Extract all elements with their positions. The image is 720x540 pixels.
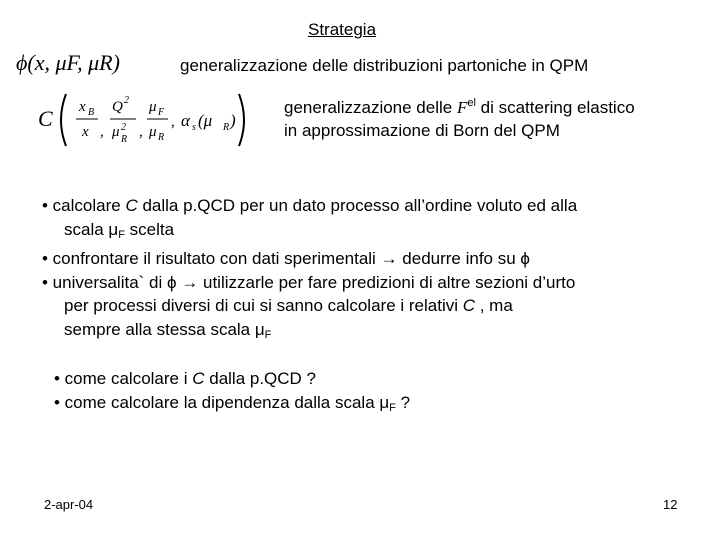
question-list	[54, 367, 410, 420]
mu-r2-symbol: μ	[112, 124, 120, 140]
footer-date: 2-apr-04	[44, 497, 94, 512]
alpha-subscript: s	[192, 122, 196, 133]
c-formula	[36, 88, 251, 152]
alpha-symbol: α	[181, 111, 190, 130]
q-exponent: 2	[124, 95, 129, 106]
alpha-close: )	[230, 111, 236, 130]
page-number: 12	[663, 497, 678, 512]
c-description-line2: in approssimazione di Born del QPM	[284, 121, 560, 140]
alpha-argument-subscript: R	[223, 122, 230, 133]
bullet-line: scala $\mu_F$ scelta	[64, 219, 175, 241]
mu-r-subscript: R	[158, 132, 165, 143]
mu-r2-subscript: R	[121, 134, 128, 145]
bullet-line: sempre alla stessa scala $\mu_F$	[64, 319, 272, 341]
left-paren	[61, 94, 66, 146]
phi-formula: ϕ(x, μF, μR)	[16, 50, 120, 75]
slide-title: Strategia	[308, 20, 377, 39]
alpha-argument: (μ	[198, 111, 213, 130]
bullet-line: • calcolare C dalla p.QCD per un dato processo all’ordine voluto ed alla	[42, 196, 578, 215]
xB-symbol: x	[79, 99, 86, 115]
svg-text:,: ,	[139, 124, 143, 140]
bullet-line: per processi diversi di cui si sanno calcolare i relativi C , ma	[64, 296, 513, 315]
f-symbol: F	[456, 98, 468, 117]
svg-text:,: ,	[171, 114, 175, 130]
question-line: • come calcolare la dipendenza dalla scala $\mu_F$ ?	[54, 392, 411, 414]
xB-subscript: B	[88, 107, 95, 118]
phi-description: generalizzazione delle distribuzioni partoniche in QPM	[180, 56, 589, 75]
bullet-line: • universalita` di ϕ → utilizzarle per fare predizioni di altre sezioni d’urto	[42, 272, 576, 292]
q-symbol: Q	[112, 99, 123, 115]
mu-r2-exponent: 2	[121, 122, 126, 133]
c-description-line1	[284, 97, 635, 118]
svg-text:,: ,	[100, 124, 104, 140]
x-symbol: x	[82, 124, 89, 140]
question-line: • come calcolare i C dalla p.QCD ?	[54, 369, 317, 388]
mu-r-symbol: μ	[149, 124, 157, 140]
el-superscript: el	[467, 97, 476, 109]
mu-f-symbol: μ	[149, 99, 157, 115]
text-span: di scattering elastico	[475, 98, 635, 117]
text-span: generalizzazione delle	[284, 98, 457, 117]
bullet-line: • confrontare il risultato con dati sperimentali → dedurre info su ϕ	[42, 249, 530, 268]
bullet-list	[42, 194, 577, 347]
c-symbol: C	[38, 106, 53, 131]
right-paren	[239, 94, 244, 146]
mu-f-subscript: F	[158, 107, 165, 118]
